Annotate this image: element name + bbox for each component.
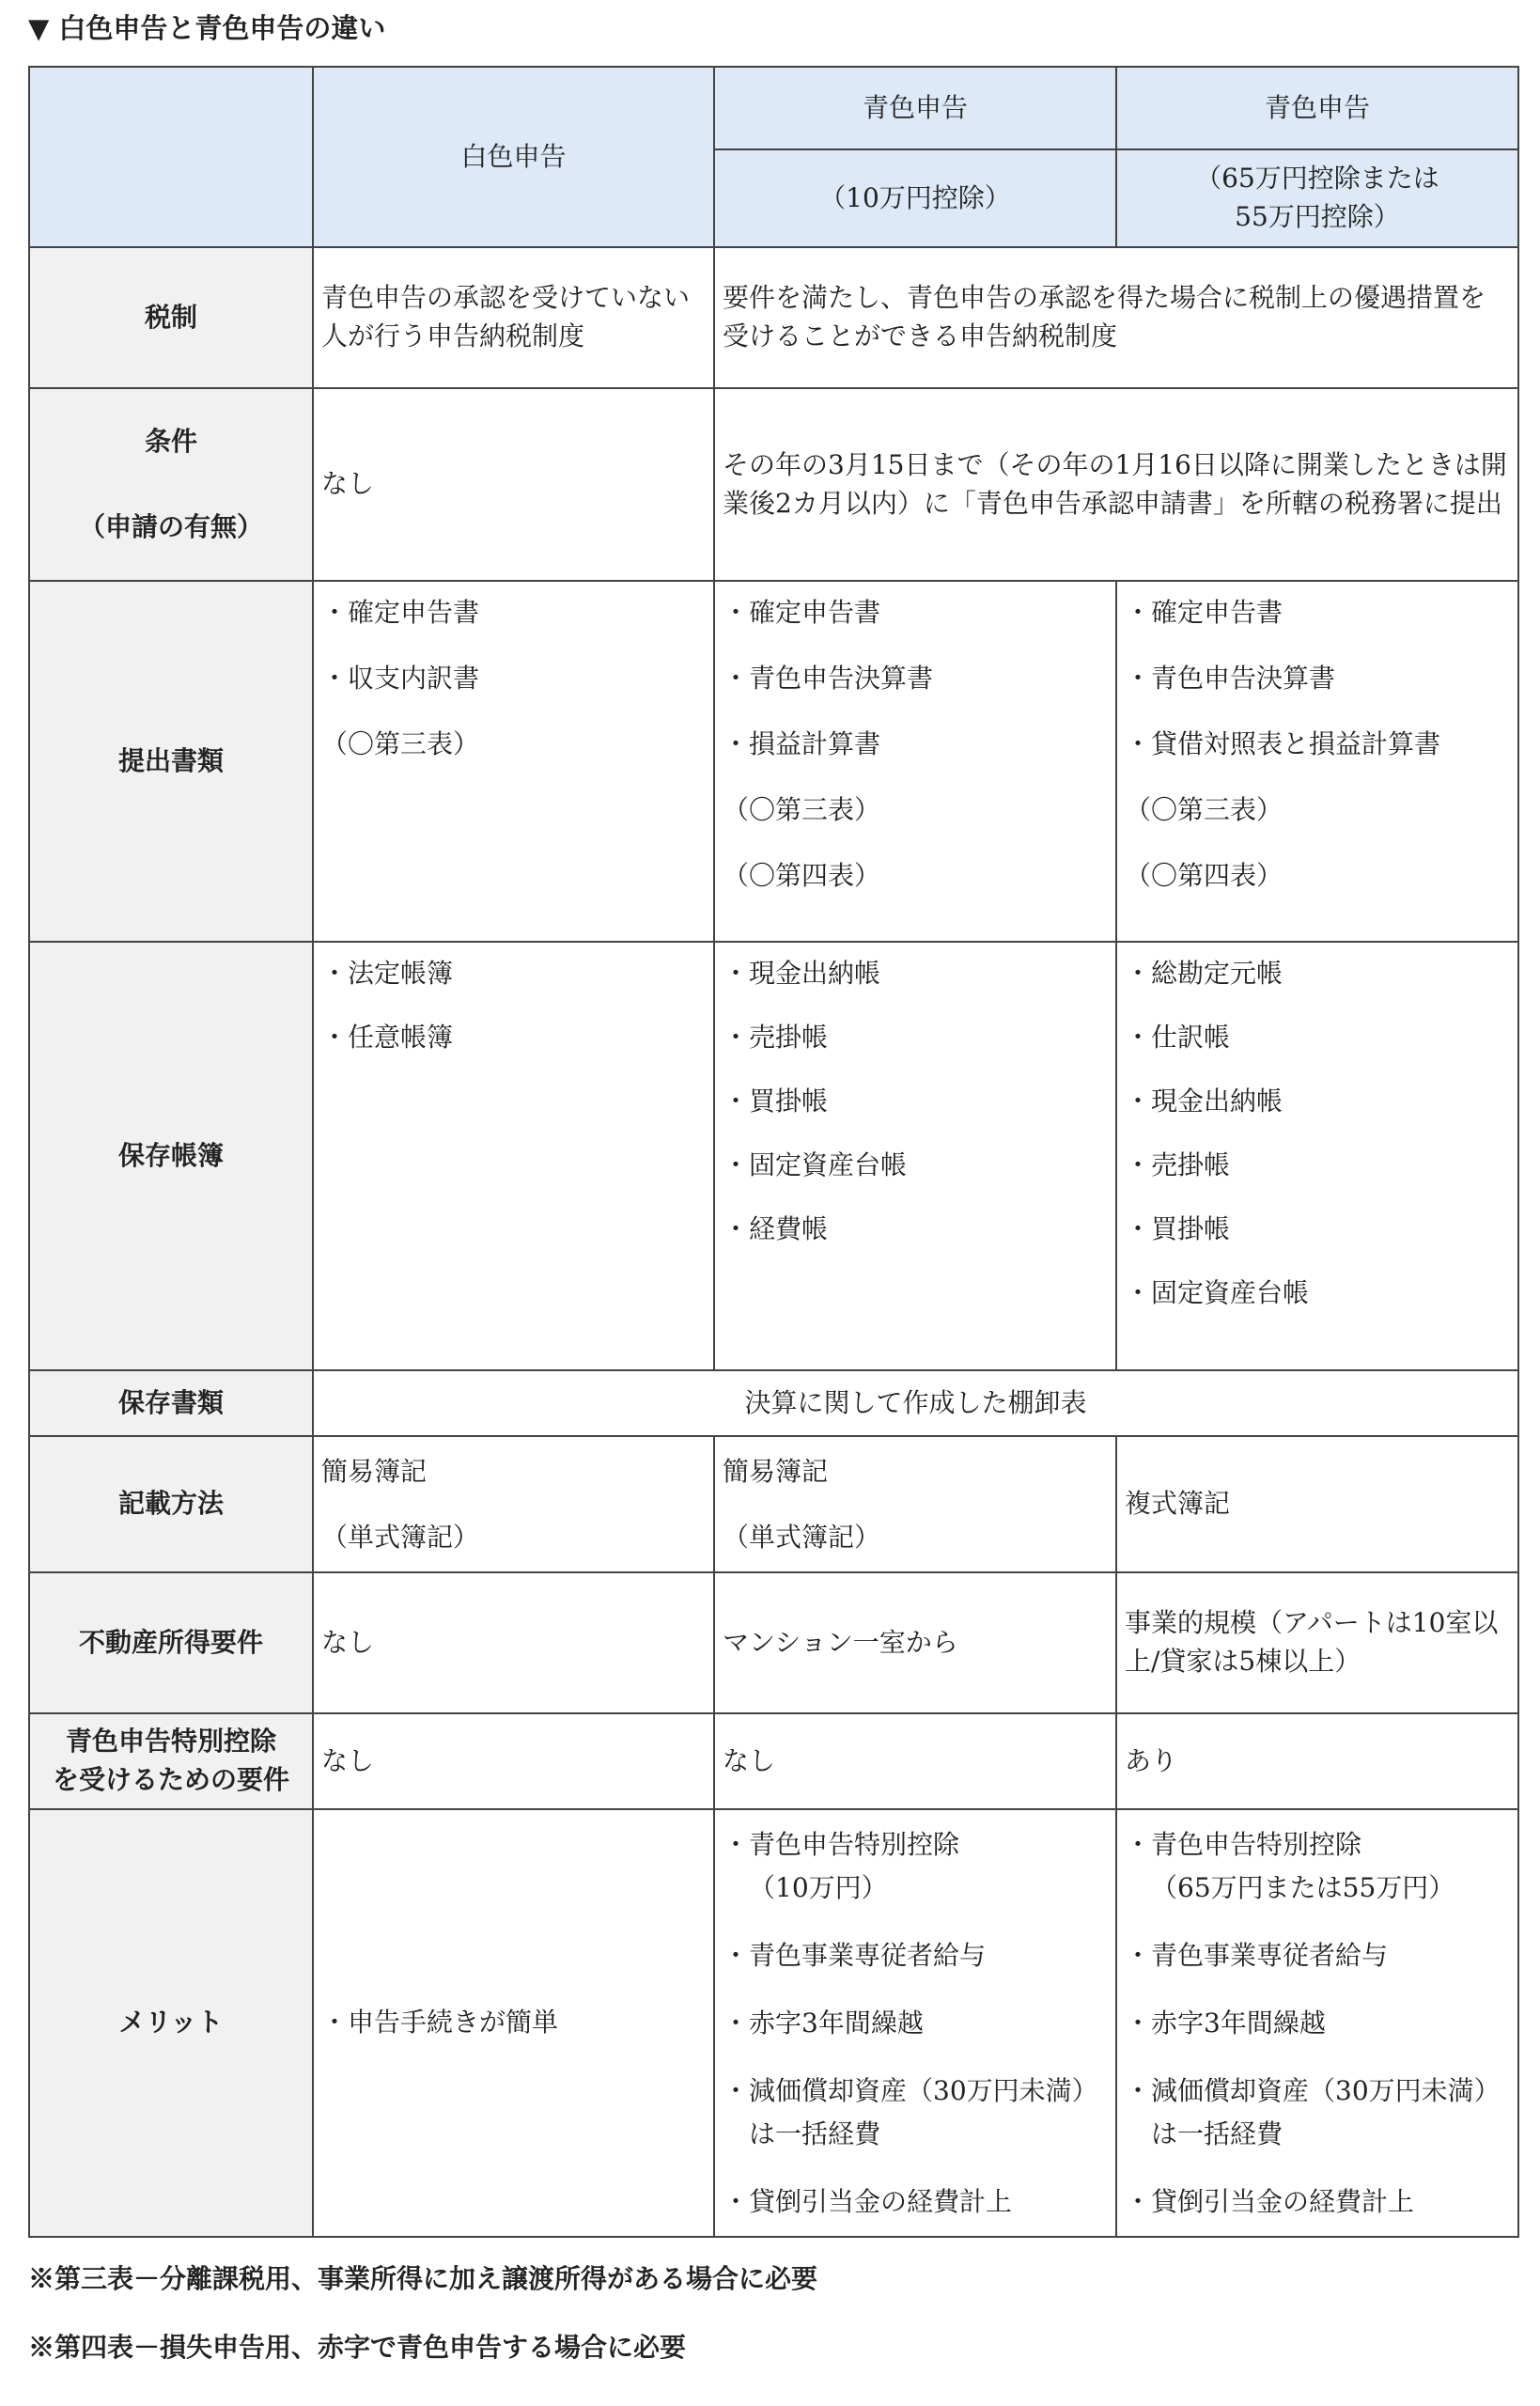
list-item: ・仕訳帳 (1125, 1022, 1231, 1053)
header-blue65-title: 青色申告 (1264, 91, 1370, 123)
merit-main: ・貸倒引当金の経費計上 (723, 2185, 1013, 2217)
row-label-saved-docs (29, 1370, 313, 1436)
table-row (29, 1713, 1518, 1809)
list-item: ・収支内訳書 (321, 663, 480, 694)
table-row (29, 581, 1518, 942)
list-item: （〇第四表） (723, 860, 881, 891)
merit-sub: は一括経費 (1151, 2117, 1283, 2149)
header-corner-cell (29, 67, 313, 247)
row-label-saved-docs-text: 保存書類 (117, 1386, 224, 1418)
list-item: ・確定申告書 (1125, 597, 1283, 628)
list-item (1125, 2180, 1510, 2224)
list-item (723, 1823, 1108, 1910)
list-item (723, 2070, 1108, 2156)
list-item: ・青色申告決算書 (1125, 663, 1336, 694)
list-item: （〇第三表） (321, 728, 480, 759)
saved-docs-cell (313, 1370, 1518, 1436)
merit-sub: は一括経費 (749, 2117, 881, 2149)
method-white-cell (313, 1436, 714, 1572)
method-blue10-line2: （単式簿記） (723, 1521, 881, 1553)
special-blue10-cell (714, 1713, 1116, 1809)
tax-white-cell (313, 247, 714, 388)
table-row (29, 1370, 1518, 1436)
list-item: ・固定資産台帳 (723, 1149, 908, 1180)
merit-white-text: ・申告手続きが簡単 (321, 2007, 559, 2039)
header-blue10-sub-cell (714, 149, 1116, 247)
list-item: （〇第三表） (723, 794, 881, 825)
header-blue10-title-cell (714, 67, 1116, 149)
special-blue65-text: あり (1125, 1744, 1178, 1776)
header-blue65-sub-line1: （65万円控除または (1195, 163, 1439, 195)
header-white-cell (313, 67, 714, 247)
list-item: ・売掛帳 (723, 1022, 829, 1053)
list-item: ・経費帳 (723, 1213, 829, 1244)
row-label-condition (29, 388, 313, 581)
condition-white-cell (313, 388, 714, 581)
list-item (1125, 2002, 1510, 2045)
row-label-merit (29, 1809, 313, 2237)
row-label-method (29, 1436, 313, 1572)
row-label-special-line2: を受けるための要件 (52, 1764, 289, 1795)
list-item: ・固定資産台帳 (1125, 1277, 1310, 1308)
header-blue65-title-cell (1116, 67, 1518, 149)
merit-blue65-cell (1116, 1809, 1518, 2237)
merit-sub: （10万円） (749, 1871, 888, 1903)
merit-sub: （65万円または55万円） (1151, 1871, 1455, 1903)
list-item: ・総勘定元帳 (1125, 958, 1283, 989)
row-label-books-text: 保存帳簿 (117, 1139, 224, 1171)
special-blue10-text: なし (723, 1744, 776, 1776)
row-label-documents (29, 581, 313, 942)
condition-blue-text: その年の3月15日まで（その年の1月16日以降に開業したときは開業後2カ月以内）に「青色申告承認申請書」を所轄の税務署に提出 (723, 448, 1507, 519)
list-item: ・確定申告書 (321, 597, 480, 628)
list-item: ・現金出納帳 (723, 958, 881, 989)
real-estate-blue10-text: マンション一室から (723, 1626, 958, 1658)
real-estate-white-cell (313, 1572, 714, 1713)
merit-white-cell (313, 1809, 714, 2237)
table-row (29, 247, 1518, 388)
table-row (29, 942, 1518, 1370)
list-item: ・任意帳簿 (321, 1022, 454, 1053)
list-item (723, 2002, 1108, 2045)
saved-docs-text: 決算に関して作成した棚卸表 (744, 1386, 1087, 1418)
list-item: ・損益計算書 (723, 728, 881, 759)
comparison-table (28, 66, 1519, 2238)
real-estate-blue65-cell (1116, 1572, 1518, 1713)
row-label-special-line1: 青色申告特別控除 (65, 1726, 276, 1758)
real-estate-blue10-cell (714, 1572, 1116, 1713)
tax-blue-text: 要件を満たし、青色申告の承認を得た場合に税制上の優遇措置を受けることができる申告納税制度 (723, 282, 1486, 352)
merit-main: ・減価償却資産（30万円未満） (1125, 2074, 1501, 2106)
list-item (723, 2180, 1108, 2224)
footnote-table3: ※第三表－分離課税用、事業所得に加え譲渡所得がある場合に必要 (28, 2263, 818, 2294)
list-item: （〇第三表） (1125, 794, 1283, 825)
row-label-tax-text: 税制 (144, 301, 197, 333)
method-blue65-text: 複式簿記 (1125, 1488, 1231, 1520)
list-item: ・青色申告決算書 (723, 663, 934, 694)
books-blue10-cell (714, 942, 1116, 1370)
table-row (29, 1436, 1518, 1572)
special-blue65-cell (1116, 1713, 1518, 1809)
method-blue10-line1: 簡易簿記 (723, 1455, 829, 1487)
books-white-cell (313, 942, 714, 1370)
header-blue10-sub: （10万円控除） (819, 181, 1011, 213)
merit-main: ・青色事業専従者給与 (723, 1939, 987, 1971)
documents-white-cell (313, 581, 714, 942)
row-label-condition-line1: 条件 (144, 425, 197, 457)
row-label-real-estate-text: 不動産所得要件 (78, 1626, 263, 1658)
footnote-table4: ※第四表－損失申告用、赤字で青色申告する場合に必要 (28, 2332, 687, 2363)
condition-white-text: なし (321, 468, 375, 500)
merit-main: ・青色申告特別控除 (1125, 1828, 1362, 1860)
header-blue65-sub-cell (1116, 149, 1518, 247)
merit-main: ・減価償却資産（30万円未満） (723, 2074, 1098, 2106)
row-label-books (29, 942, 313, 1370)
list-item: ・売掛帳 (1125, 1149, 1231, 1180)
row-label-special (29, 1713, 313, 1809)
tax-white-text: 青色申告の承認を受けていない人が行う申告納税制度 (321, 282, 691, 352)
merit-main: ・青色申告特別控除 (723, 1828, 960, 1860)
merit-main: ・青色事業専従者給与 (1125, 1939, 1389, 1971)
page-title: ▼ 白色申告と青色申告の違い (28, 12, 386, 44)
merit-main: ・赤字3年間繰越 (723, 2007, 924, 2039)
row-label-condition-line2: （申請の有無） (78, 510, 263, 542)
special-white-text: なし (321, 1744, 375, 1776)
list-item: ・買掛帳 (1125, 1213, 1231, 1244)
method-blue65-cell (1116, 1436, 1518, 1572)
table-row (29, 388, 1518, 581)
header-blue65-sub-line2: 55万円控除） (1235, 201, 1400, 232)
tax-blue-cell (714, 247, 1518, 388)
row-label-documents-text: 提出書類 (117, 744, 224, 776)
list-item (1125, 1823, 1510, 1910)
method-white-line2: （単式簿記） (321, 1521, 480, 1553)
method-white-line1: 簡易簿記 (321, 1455, 428, 1487)
table-header-row (29, 67, 1518, 149)
special-white-cell (313, 1713, 714, 1809)
row-label-tax (29, 247, 313, 388)
documents-blue65-cell (1116, 581, 1518, 942)
list-item (1125, 1934, 1510, 1977)
row-label-method-text: 記載方法 (117, 1488, 224, 1520)
method-blue10-cell (714, 1436, 1116, 1572)
merit-main: ・貸倒引当金の経費計上 (1125, 2185, 1415, 2217)
list-item (1125, 2070, 1510, 2156)
row-label-real-estate (29, 1572, 313, 1713)
list-item: （〇第四表） (1125, 860, 1283, 891)
table-row (29, 1809, 1518, 2237)
list-item: ・貸借対照表と損益計算書 (1125, 728, 1441, 759)
header-white-label: 白色申告 (460, 140, 567, 172)
merit-blue10-cell (714, 1809, 1116, 2237)
list-item: ・現金出納帳 (1125, 1086, 1283, 1117)
header-blue10-title: 青色申告 (862, 91, 968, 123)
list-item: ・法定帳簿 (321, 958, 454, 989)
table-row (29, 1572, 1518, 1713)
row-label-merit-text: メリット (118, 2007, 224, 2039)
real-estate-blue65-text: 事業的規模（アパートは10室以上/貸家は5棟以上） (1125, 1607, 1499, 1677)
real-estate-white-text: なし (321, 1626, 375, 1658)
books-blue65-cell (1116, 942, 1518, 1370)
documents-blue10-cell (714, 581, 1116, 942)
condition-blue-cell (714, 388, 1518, 581)
list-item (723, 1934, 1108, 1977)
list-item: ・確定申告書 (723, 597, 881, 628)
merit-main: ・赤字3年間繰越 (1125, 2007, 1326, 2039)
list-item: ・買掛帳 (723, 1086, 829, 1117)
